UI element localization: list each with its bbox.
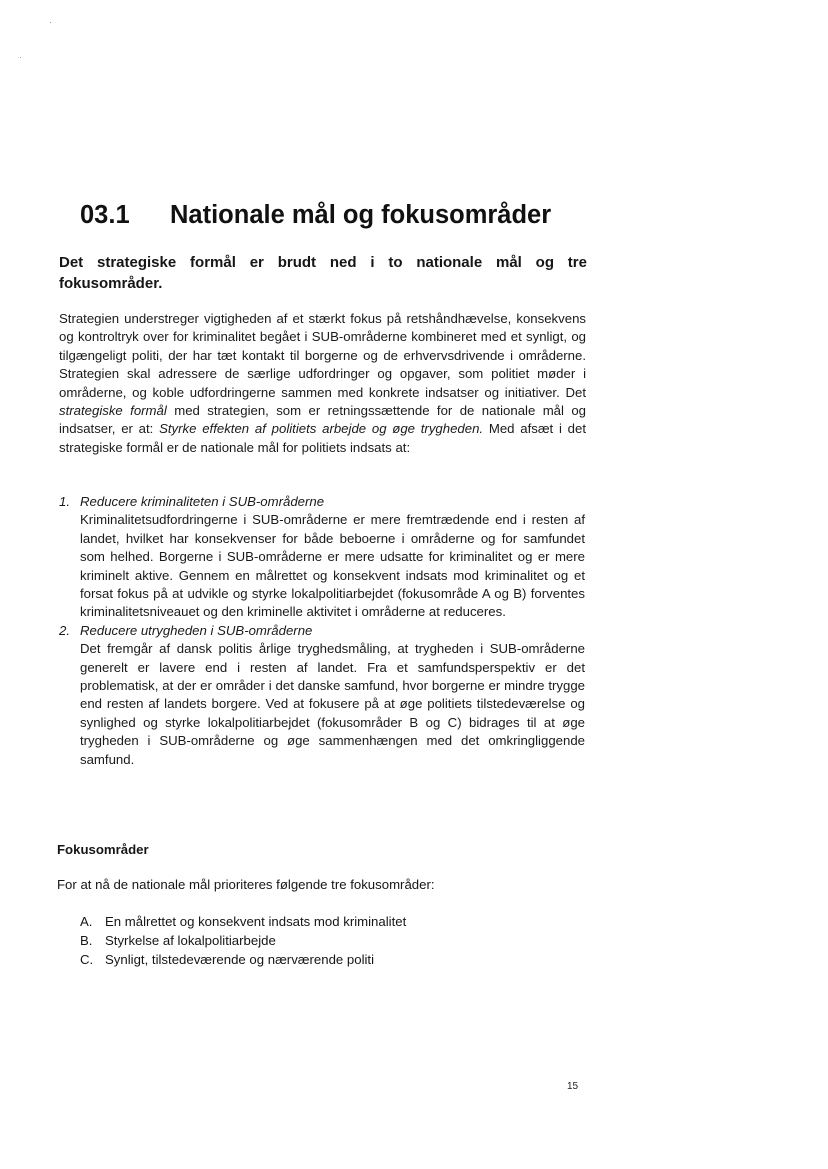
page-number: 15 <box>567 1081 579 1092</box>
goal-description: Kriminalitetsudfordringerne i SUB-områderne er mere fremtrædende end i resten af landet, hvilket har konsekvenser for både beboerne i områderne og for samfundet som helhed. Borgerne i SUB-områderne er mere udsatte for kriminalitet og er mere kriminelt aktive. Gennem en målrettet og konsekvent indsats mod kriminalitet og et forsat fokus på at udvikle og styrke lokalpolitiarbejdet (fokusområde A og B) forventes kriminalitetsniveauet og den kriminelle aktivitet i områderne at reduceres. <box>80 512 585 620</box>
body-text-part1: Strategien understreger vigtigheden af et stærkt fokus på retshåndhævelse, konsekvens og kontroltryk over for kriminalitet begået i SUB-områderne kombineret med et synligt, og tilgængeligt politi, der har tæt kontakt til borgerne og de erhvervsdrivende i områderne. Strategien skal adressere de særlige udfordringer og opgaver, som politiet møder i områderne, og koble udfordringerne sammen med konkrete indsatser og initiativer. Det <box>59 311 586 400</box>
scan-speck <box>20 57 21 58</box>
section-title: Nationale mål og fokusområder <box>170 201 552 230</box>
focus-areas-list <box>80 912 406 969</box>
body-emphasis-strategic-purpose: strategiske formål <box>59 403 167 419</box>
focus-item-a <box>80 912 406 931</box>
section-number: 03.1 <box>80 201 130 230</box>
goal-title: Reducere utrygheden i SUB-områderne <box>80 622 313 638</box>
focus-item-text: Styrkelse af lokalpolitiarbejde <box>105 933 276 948</box>
focus-item-letter: B. <box>80 933 93 948</box>
focus-item-text: En målrettet og konsekvent indsats mod kriminalitet <box>105 914 407 929</box>
focus-item-letter: A. <box>80 914 93 929</box>
body-text-part2: med strategien, som er retningssættende for de nationale mål og indsatser, er at: <box>59 403 587 437</box>
body-paragraph <box>59 310 586 457</box>
focus-item-text: Synligt, tilstedeværende og nærværende politi <box>105 952 375 967</box>
focus-item-letter: C. <box>80 952 94 967</box>
scan-speck <box>50 22 51 23</box>
national-goals-list <box>59 493 585 769</box>
goal-description: Det fremgår af dansk politis årlige tryghedsmåling, at trygheden i SUB-områderne generelt er lavere end i resten af landet. Fra et samfundsperspektiv er det problematisk, at der er områder i det danske samfund, hvor borgerne er mindre trygge end resten af landets borgere. Ved at fokusere på at øge politiets tilstedeværelse og synlighed og styrke lokalpolitiarbejdet (fokusområder B og C) bidrages til at øge trygheden i SUB-områderne og øge sammenhængen med det omkringliggende samfund. <box>80 641 585 767</box>
goal-number: 1. <box>59 494 70 509</box>
goal-number: 2. <box>59 622 70 638</box>
focus-item-b <box>80 931 406 950</box>
body-emphasis-purpose-statement: Styrke effekten af politiets arbejde og øge trygheden. <box>159 421 484 437</box>
goal-title: Reducere kriminaliteten i SUB-områderne <box>80 494 325 509</box>
goal-item-2 <box>59 622 585 769</box>
intro-paragraph: Det strategiske formål er brudt ned i to nationale mål og tre fokusområder. <box>59 254 587 292</box>
focus-item-c <box>80 950 406 969</box>
focus-areas-intro: For at nå de nationale mål prioriteres følgende tre fokusområder: <box>57 877 435 892</box>
goal-item-1 <box>59 493 585 622</box>
focus-areas-heading: Fokusområder <box>57 842 149 857</box>
section-heading <box>80 201 551 230</box>
body-text-part3: Med afsæt i det strategiske formål er de nationale mål for politiets indsats at: <box>59 421 586 455</box>
